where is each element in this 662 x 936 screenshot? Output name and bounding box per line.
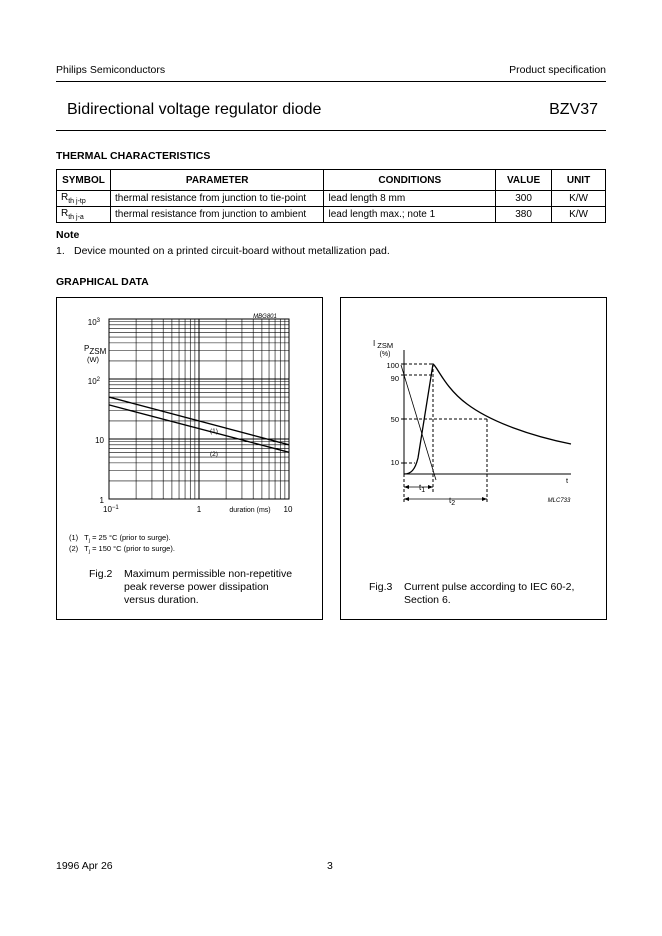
fig3-t1-arrow-right (428, 485, 433, 489)
fig2-yunit: (W) (86, 355, 100, 364)
unit-cell: K/W (552, 207, 606, 223)
note-heading: Note (56, 229, 80, 241)
value-cell: 380 (496, 207, 552, 223)
fig2-xtick: 1 (196, 505, 202, 514)
conditions-cell: lead length max.; note 1 (324, 207, 496, 223)
fig2-legend-2: (2) $T_j = 150$ °C (prior to surge). (69, 544, 175, 555)
header-rule (56, 81, 606, 82)
figure-2-frame (56, 297, 323, 620)
note-text: Device mounted on a printed circuit-board without metallization pad. (74, 245, 390, 257)
col-value: VALUE (496, 170, 552, 191)
fig3-parts (401, 364, 571, 503)
col-unit: UNIT (552, 170, 606, 191)
page-number: 3 (327, 860, 333, 872)
conditions-cell: lead length 8 mm (324, 191, 496, 207)
thermal-table (56, 169, 606, 223)
fig2-ytick: $10^2$ (87, 377, 100, 386)
fig2-ylabel: PZSM (84, 344, 107, 356)
parameter-cell: thermal resistance from junction to ambient (110, 207, 323, 223)
parameter-cell: thermal resistance from junction to tie-point (110, 191, 323, 207)
fig3-t2-arrow-right (482, 497, 487, 501)
document-title: Bidirectional voltage regulator diode (67, 101, 322, 118)
col-symbol: SYMBOL (57, 170, 111, 191)
fig2-xlabel: duration (ms) (229, 507, 271, 514)
fig2-caption-label: Fig.2 (89, 568, 113, 580)
fig2-grid (109, 319, 289, 499)
fig3-ytick: 50 (390, 415, 399, 424)
fig2-legend-1: (1) $T_j = 25$ °C (prior to surge). (69, 533, 171, 544)
fig3-ytick: 10 (390, 458, 399, 467)
fig3-ylabel: I ZSM (373, 339, 394, 350)
fig2-caption: Maximum permissible non-repetitive peak reverse power dissipation versus duration. (124, 568, 293, 606)
fig3-t1-label: t1 (419, 483, 426, 494)
fig3-ytick: 100 (386, 361, 399, 370)
part-number: BZV37 (549, 101, 598, 118)
note-number: 1. (56, 245, 65, 257)
figure-3-frame (340, 297, 607, 620)
fig3-t2-label: t2 (449, 496, 456, 507)
header-doc-type: Product specification (509, 64, 606, 76)
fig3-t-label: t (566, 476, 569, 485)
fig2-ytick: 10 (95, 436, 104, 445)
footer-date: 1996 Apr 26 (56, 860, 113, 872)
fig2-xtick: 10 (283, 505, 293, 514)
table-row (57, 207, 606, 223)
col-conditions: CONDITIONS (324, 170, 496, 191)
fig2-xtick: $10^{-1}$ (103, 505, 119, 514)
figure-3-chart (341, 298, 606, 619)
fig3-yunit: (%) (379, 351, 391, 358)
fig3-t1-arrow-left (404, 485, 409, 489)
header-company: Philips Semiconductors (56, 64, 166, 76)
fig2-code: MBG801 (253, 314, 277, 320)
fig3-caption-label: Fig.3 (369, 581, 393, 593)
fig3-code: MLC733 (547, 498, 571, 504)
graphical-heading: GRAPHICAL DATA (56, 276, 149, 288)
table-row (57, 191, 606, 207)
title-rule (56, 130, 606, 131)
fig2-ytick: 1 (99, 496, 104, 505)
fig2-ytick: $10^3$ (87, 318, 100, 327)
symbol-cell: $R_{th j-tp}$ (57, 191, 111, 207)
fig3-caption: Current pulse according to IEC 60-2, Section 6. (404, 581, 575, 606)
col-parameter: PARAMETER (110, 170, 323, 191)
thermal-header-row (57, 170, 606, 191)
unit-cell: K/W (552, 191, 606, 207)
fig2-curve2-label: (2) (210, 451, 218, 458)
fig3-t2-arrow-left (404, 497, 409, 501)
fig2-curve1-label: (1) (210, 428, 218, 435)
thermal-heading: THERMAL CHARACTERISTICS (56, 150, 211, 162)
fig3-ytick: 90 (390, 374, 399, 383)
symbol-cell: $R_{th j-a}$ (57, 207, 111, 223)
value-cell: 300 (496, 191, 552, 207)
